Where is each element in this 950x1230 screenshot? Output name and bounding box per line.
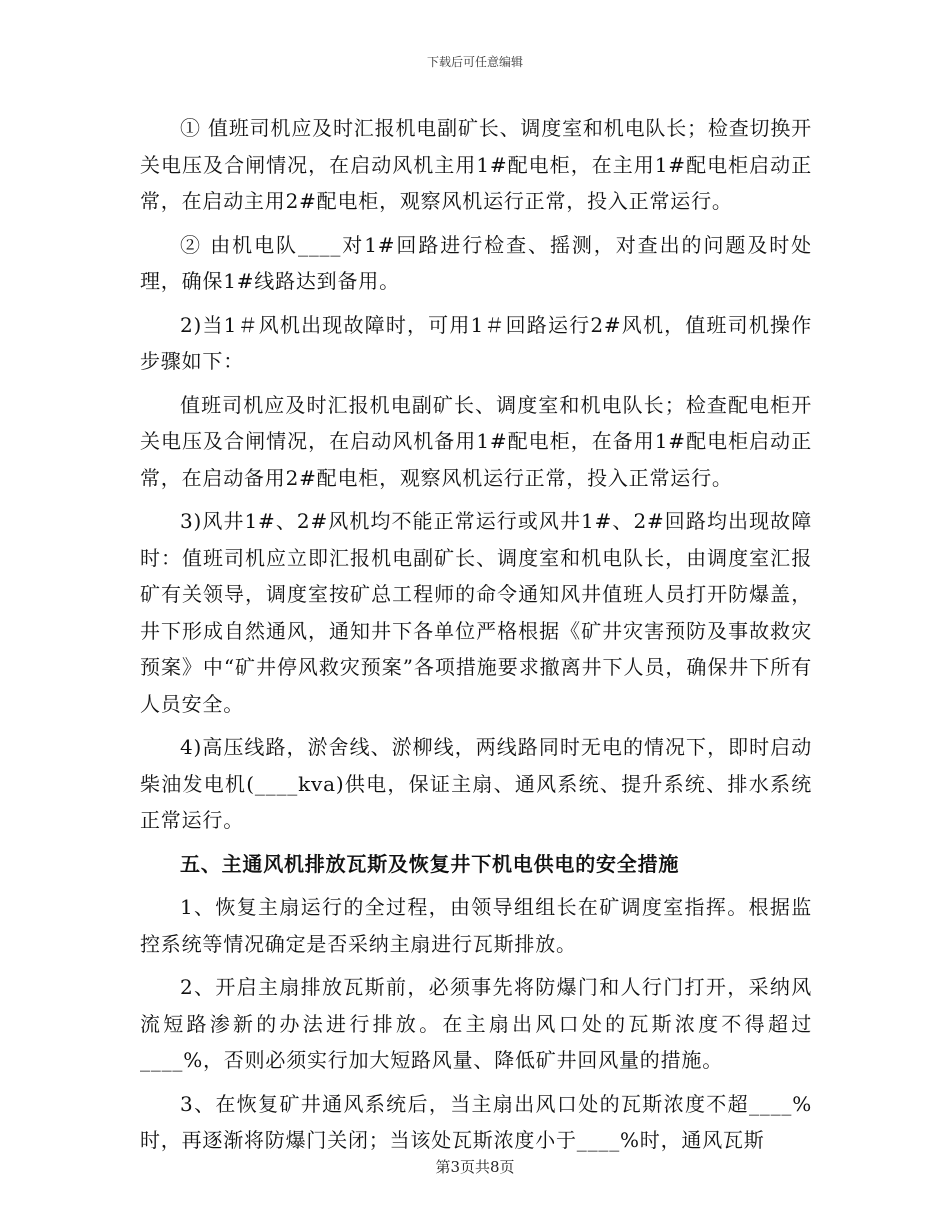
paragraph-step-2: ② 由机电队____对1#回路进行检查、摇测，对查出的问题及时处理，确保1#线路达到备用。 bbox=[140, 232, 812, 293]
section-paragraph-1: 1、恢复主扇运行的全过程，由领导组组长在矿调度室指挥。根据监控系统等情况确定是否采纳主扇进行瓦斯排放。 bbox=[140, 895, 812, 956]
paragraph-item-2-steps: 值班司机应及时汇报机电副矿长、调度室和机电队长；检查配电柜开关电压及合闸情况，在启动风机备用1#配电柜，在备用1#配电柜启动正常，在启动备用2#配电柜，观察风机运行正常，投入正常运行。 bbox=[140, 392, 812, 490]
section-paragraph-2: 2、开启主扇排放瓦斯前，必须事先将防爆门和人行门打开，采纳风流短路渗新的办法进行排放。在主扇出风口处的瓦斯浓度不得超过____%，否则必须实行加大短路风量、降低矿井回风量的措施。 bbox=[140, 975, 812, 1072]
document-body bbox=[140, 110, 812, 1166]
page-header: 下载后可任意编辑 bbox=[426, 55, 523, 69]
paragraph-item-2: 2)当1＃风机出现故障时，可用1＃回路运行2#风机，值班司机操作步骤如下： bbox=[140, 312, 812, 373]
paragraph-step-1: ① 值班司机应及时汇报机电副矿长、调度室和机电队长；检查切换开关电压及合闸情况，在启动风机主用1#配电柜，在主用1#配电柜启动正常，在启动主用2#配电柜，观察风机运行正常，投入正常运行。 bbox=[140, 116, 812, 213]
section-paragraph-3: 3、在恢复矿井通风系统后，当主扇出风口处的瓦斯浓度不超____%时，再逐渐将防爆门关闭；当该处瓦斯浓度小于____%时，通风瓦斯 bbox=[140, 1091, 812, 1152]
paragraph-item-3: 3)风井1#、2#风机均不能正常运行或风井1#、2#回路均出现故障时：值班司机应立即汇报机电副矿长、调度室和机电队长，由调度室汇报矿有关领导，调度室按矿总工程师的命令通知风井值班人员打开防爆盖，井下形成自然通风，通知井下各单位严格根据《矿井灾害预防及事故救灾预案》中“矿井停风救灾预案”各项措施要求撤离井下人员，确保井下所有人员安全。 bbox=[140, 509, 812, 716]
section-title: 五、主通风机排放瓦斯及恢复井下机电供电的安全措施 bbox=[180, 851, 680, 876]
paragraph-item-4: 4)高压线路，淤舍线、淤柳线，两线路同时无电的情况下，即时启动柴油发电机(____kva)供电，保证主扇、通风系统、提升系统、排水系统正常运行。 bbox=[140, 735, 812, 832]
page-footer: 第3页共8页 bbox=[435, 1158, 515, 1176]
